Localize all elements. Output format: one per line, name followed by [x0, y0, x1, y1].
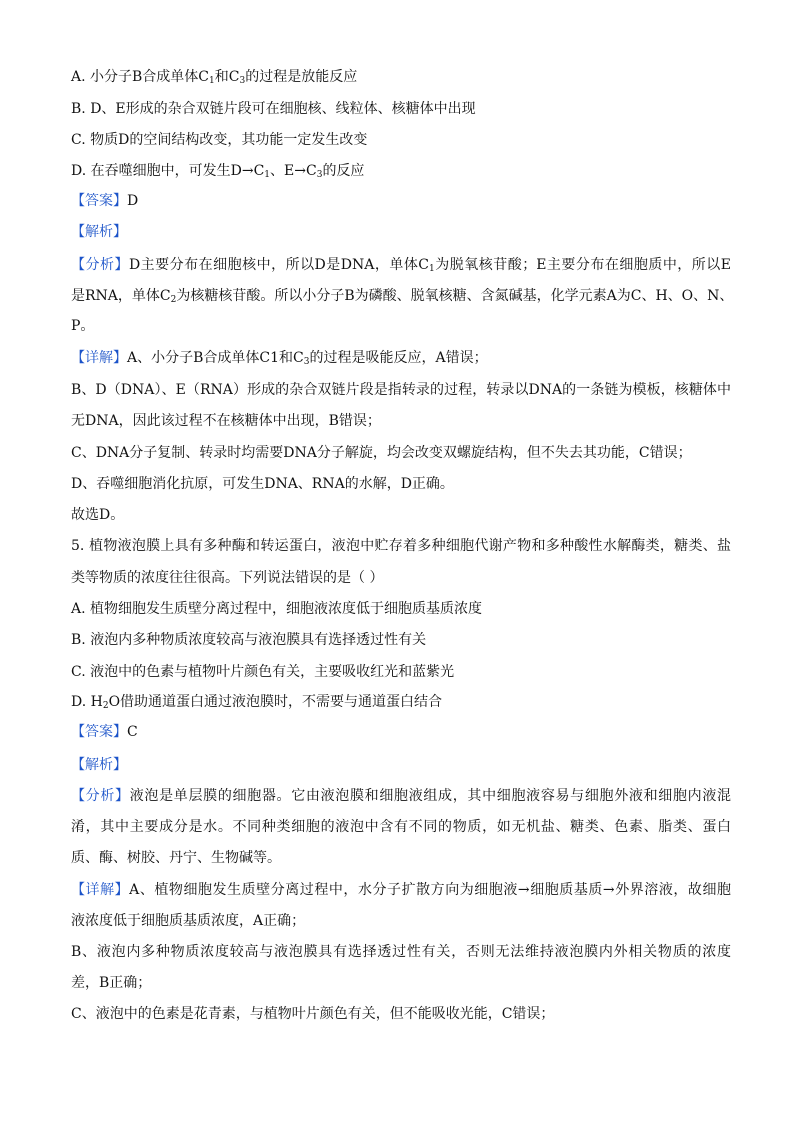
text-run: 的过程是吸能反应，A错误；: [309, 350, 488, 366]
text-run: 液泡是单层膜的细胞器。它由液泡膜和细胞液组成，其中细胞液容易与细胞外液和细胞内液混: [129, 788, 732, 804]
text-run: 淆，其中主要成分是水。不同种类细胞的液泡中含有不同的物质，如无机盐、糖类、色素、脂类、蛋白: [71, 819, 731, 835]
text-run: A、植物细胞发生质壁分离过程中，水分子扩散方向为细胞液→细胞质基质→外界溶液，故细胞: [129, 882, 731, 898]
text-line-answer: [71, 191, 731, 211]
section-tag: 【分析】: [71, 257, 129, 273]
text-run: 类等物质的浓度往往很高。下列说法错误的是（ ）: [71, 570, 384, 586]
text-run: O借助通道蛋白通过液泡膜时，不需要与通道蛋白结合: [108, 694, 443, 710]
text-run: B. 液泡内多种物质浓度较高与液泡膜具有选择透过性有关: [71, 632, 427, 648]
text-line-para: [71, 880, 731, 900]
text-line-para: [71, 848, 731, 868]
text-run: C: [127, 724, 138, 740]
text-line-option: [71, 599, 731, 619]
text-run: C. 液泡中的色素与植物叶片颜色有关，主要吸收红光和蓝紫光: [71, 664, 455, 680]
subscript: 1: [209, 76, 215, 86]
subscript: 1: [429, 264, 435, 274]
text-run: 、E→C: [270, 163, 317, 179]
text-line-para: [71, 255, 731, 275]
text-run: C. 物质D的空间结构改变，其功能一定发生改变: [71, 132, 368, 148]
section-tag: 【解析】: [71, 224, 127, 240]
text-line-option: [71, 630, 731, 650]
text-line-para: [71, 973, 731, 993]
text-line-para: [71, 286, 734, 306]
subscript: 2: [102, 701, 109, 711]
text-run: 为核糖核苷酸。所以小分子B为磷酸、脱氧核糖、含氮碱基，化学元素A为C、H、O、N、: [176, 288, 734, 304]
text-line-option: [71, 67, 731, 87]
text-line-option: [71, 662, 731, 682]
subscript: 3: [316, 170, 323, 180]
text-run: C、液泡中的色素是花青素，与植物叶片颜色有关，但不能吸收光能，C错误；: [71, 1006, 555, 1022]
text-line-answer: [71, 722, 731, 742]
subscript: 1: [264, 170, 271, 180]
text-run: 的过程是放能反应: [245, 69, 358, 85]
text-run: C、DNA分子复制、转录时均需要DNA分子解旋，均会改变双螺旋结构，但不失去其功能，C错误；: [71, 445, 692, 461]
text-line-option: [71, 99, 731, 119]
text-run: D. 在吞噬细胞中，可发生D→C: [71, 163, 265, 179]
text-line-para: [71, 817, 731, 837]
text-line-question: [71, 568, 731, 588]
text-run: B. D、E形成的杂合双链片段可在细胞核、线粒体、核糖体中出现: [71, 101, 476, 117]
text-run: B、液泡内多种物质浓度较高与液泡膜具有选择透过性有关，否则无法维持液泡膜内外相关物质的浓度: [71, 944, 731, 960]
text-run: D. H: [71, 694, 103, 710]
text-line-para: [71, 911, 731, 931]
text-run: D: [127, 193, 139, 209]
text-line-para: [71, 942, 731, 962]
text-line-para: [71, 348, 731, 368]
subscript: 2: [170, 295, 177, 305]
text-run: 故选D。: [71, 507, 125, 523]
text-run: 和C: [214, 69, 240, 85]
text-line-para: [71, 443, 731, 463]
section-tag: 【答案】: [71, 724, 127, 740]
subscript: 3: [239, 76, 246, 86]
text-line-option: [71, 161, 731, 181]
text-run: 为脱氧核苷酸；E主要分布在细胞质中，所以E: [434, 257, 732, 273]
text-run: 质、酶、树胶、丹宁、生物碱等。: [71, 850, 281, 866]
text-run: B、D（DNA）、E（RNA）形成的杂合双链片段是指转录的过程，转录以DNA的一条链为模板，核糖体中: [71, 382, 731, 398]
text-line-para: [71, 505, 731, 525]
text-line-para: [71, 380, 731, 400]
text-line-para: [71, 411, 731, 431]
text-line-option: [71, 692, 731, 712]
text-line-question: [71, 536, 731, 556]
text-line-para: [71, 786, 731, 806]
text-run: A. 小分子B合成单体C: [71, 69, 210, 85]
text-run: 无DNA，因此该过程不在核糖体中出现，B错误；: [71, 413, 381, 429]
subscript: 3: [303, 357, 310, 367]
text-run: A. 植物细胞发生质壁分离过程中，细胞液浓度低于细胞质基质浓度: [71, 601, 483, 617]
text-run: D、吞噬细胞消化抗原，可发生DNA、RNA的水解，D正确。: [71, 476, 454, 492]
section-tag: 【答案】: [71, 193, 127, 209]
text-run: 是RNA，单体C: [71, 288, 171, 304]
section-tag: 【详解】: [71, 882, 130, 898]
section-tag: 【分析】: [71, 788, 130, 804]
text-run: A、小分子B合成单体C1和C: [127, 350, 304, 366]
text-run: 的反应: [322, 163, 365, 179]
text-run: 差，B正确；: [71, 975, 152, 991]
text-run: 液浓度低于细胞质基质浓度，A正确；: [71, 913, 306, 929]
text-line-para: [71, 316, 731, 336]
text-run: P。: [71, 318, 95, 334]
text-line-heading: [71, 222, 731, 242]
text-line-para: [71, 474, 731, 494]
text-line-option: [71, 130, 731, 150]
text-line-heading: [71, 755, 731, 775]
text-line-para: [71, 1004, 731, 1024]
section-tag: 【详解】: [71, 350, 127, 366]
section-tag: 【解析】: [71, 757, 127, 773]
text-run: 5. 植物液泡膜上具有多种酶和转运蛋白，液泡中贮存着多种细胞代谢产物和多种酸性水解酶类，糖类、盐: [71, 538, 731, 554]
text-run: D主要分布在细胞核中，所以D是DNA，单体C: [128, 257, 430, 273]
